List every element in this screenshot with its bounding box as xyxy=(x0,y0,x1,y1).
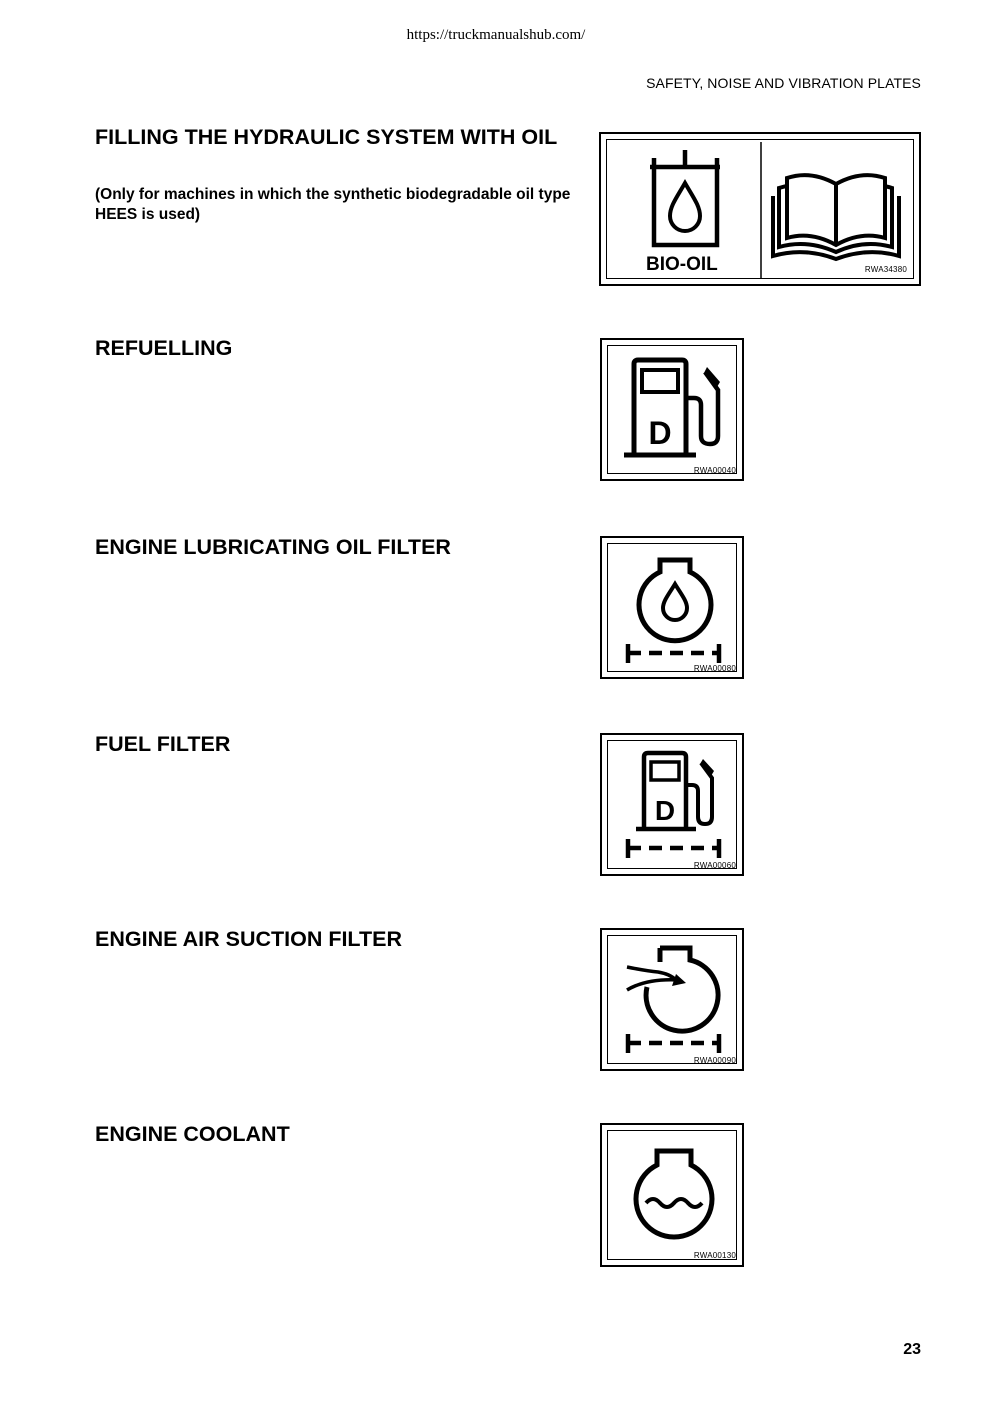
engine-oil-filter-icon xyxy=(602,538,746,681)
plate-air-suction-filter xyxy=(600,928,744,1071)
plate-refuelling xyxy=(600,338,744,481)
section-header: SAFETY, NOISE AND VIBRATION PLATES xyxy=(646,75,921,91)
hydraulic-oil-note: (Only for machines in which the synthetic biodegradable oil type HEES is used) xyxy=(95,186,571,223)
heading-fuel-filter: FUEL FILTER xyxy=(95,732,231,756)
diesel-fuel-pump-icon xyxy=(602,340,746,483)
plate-hydraulic-bio-oil xyxy=(599,132,921,286)
plate-code: RWA00040 xyxy=(693,466,736,475)
page-number: 23 xyxy=(903,1341,921,1358)
hydraulic-tank-oil-drop-icon xyxy=(650,150,720,245)
bio-oil-label: BIO-OIL xyxy=(646,254,718,275)
heading-refuelling: REFUELLING xyxy=(95,336,233,360)
heading-air-suction-filter: ENGINE AIR SUCTION FILTER xyxy=(95,927,402,951)
plate-fuel-filter xyxy=(600,733,744,876)
plate-code: RWA34380 xyxy=(864,265,907,274)
plate-engine-coolant xyxy=(600,1123,744,1267)
svg-text:D: D xyxy=(654,795,676,826)
plate-code: RWA00080 xyxy=(693,664,736,673)
air-suction-filter-icon xyxy=(602,930,746,1073)
heading-engine-oil-filter: ENGINE LUBRICATING OIL FILTER xyxy=(95,535,451,559)
engine-coolant-icon xyxy=(602,1125,746,1269)
heading-hydraulic-oil: FILLING THE HYDRAULIC SYSTEM WITH OIL xyxy=(95,125,558,149)
fuel-filter-icon xyxy=(602,735,746,878)
heading-engine-coolant: ENGINE COOLANT xyxy=(95,1122,290,1146)
plate-code: RWA00060 xyxy=(693,861,736,870)
open-manual-icon xyxy=(773,175,899,259)
svg-text:D: D xyxy=(648,415,672,451)
plate-code: RWA00090 xyxy=(693,1056,736,1065)
plate-engine-oil-filter xyxy=(600,536,744,679)
plate-code: RWA00130 xyxy=(693,1251,736,1260)
source-url: https://truckmanualshub.com/ xyxy=(406,27,586,43)
